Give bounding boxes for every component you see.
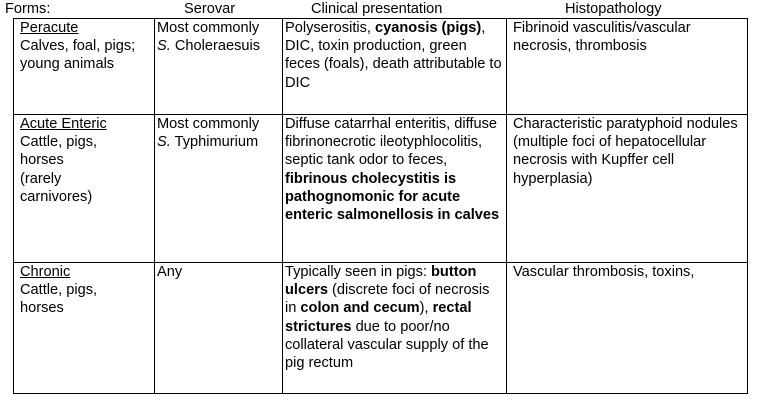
host-species-line: young animals	[20, 56, 115, 73]
cell-serovar	[155, 263, 283, 394]
serovar-prefix: Most commonly	[157, 20, 260, 36]
cell-histopathology	[507, 115, 748, 263]
serovar-prefix: Any	[157, 264, 183, 280]
host-species-line: Cattle, pigs,	[20, 282, 98, 299]
host-species-line: horses	[20, 152, 64, 169]
host-species-line: horses	[20, 300, 64, 317]
form-name: Peracute	[20, 20, 79, 36]
cell-serovar	[155, 19, 283, 115]
serovar-prefix: Most commonly	[157, 116, 260, 132]
histopathology-text: Fibrinoid vasculitis/vascular necrosis, thrombosis	[513, 20, 691, 55]
clinical-text-bold: colon and cecum	[300, 300, 420, 317]
cell-histopathology	[507, 263, 748, 394]
table-row	[14, 263, 748, 394]
table-row	[14, 115, 748, 263]
header-serovar: Serovar	[184, 1, 236, 17]
histopathology-text: Characteristic paratyphoid nodules (multiple foci of hepatocellular necrosis with Kupffer cell hyperplasia)	[513, 116, 738, 187]
cell-clinical-presentation	[283, 115, 507, 263]
host-species-line: (rarely	[20, 170, 62, 187]
clinical-text: Polyserositis,	[285, 20, 376, 36]
header-forms: Forms:	[5, 1, 51, 17]
clinical-text-bold: cyanosis (pigs)	[375, 20, 482, 36]
cell-form	[14, 115, 155, 263]
clinical-text-bold: fibrinous cholecystitis is pathognomonic for acute enteric salmonellosis in calves	[285, 170, 500, 224]
histopathology-text: Vascular thrombosis, toxins,	[513, 264, 695, 280]
form-name: Acute Enteric	[20, 116, 107, 132]
header-clinical-presentation: Clinical presentation	[311, 1, 443, 17]
header-histopathology: Histopathology	[565, 1, 662, 17]
clinical-text-bold: rectal strictures	[285, 300, 472, 335]
clinical-text: , DIC, toxin production, green feces (foals), death attributable to DIC	[285, 20, 502, 91]
table-row	[14, 19, 748, 115]
clinical-text: ),	[419, 300, 433, 317]
host-species-line: Calves, foal, pigs;	[20, 38, 136, 55]
serovar-species: Choleraesuis	[170, 38, 261, 55]
clinical-text: Diffuse catarrhal enteritis, diffuse fibrinonecrotic ileotyphlocolitis, septic tank odor to feces,	[285, 116, 497, 169]
cell-form	[14, 263, 155, 394]
clinical-text: (discrete foci of necrosis in	[285, 282, 490, 317]
cell-serovar	[155, 115, 283, 263]
cell-clinical-presentation	[283, 263, 507, 394]
cell-histopathology	[507, 19, 748, 115]
clinical-text-bold: button ulcers	[285, 264, 477, 299]
clinical-text: Typically seen in pigs:	[285, 264, 432, 280]
serovar-genus-abbrev: S.	[157, 38, 171, 55]
serovar-species: Typhimurium	[170, 134, 259, 151]
host-species-line: Cattle, pigs,	[20, 134, 98, 151]
serovar-genus-abbrev: S.	[157, 134, 171, 151]
cell-form	[14, 19, 155, 115]
clinical-text: due to poor/no collateral vascular supply of the pig rectum	[285, 318, 489, 372]
salmonellosis-forms-table	[13, 18, 748, 394]
host-species-line: carnivores)	[20, 188, 93, 205]
serovar-name	[157, 37, 280, 55]
form-name: Chronic	[20, 264, 71, 280]
cell-clinical-presentation	[283, 19, 507, 115]
serovar-name	[157, 133, 280, 151]
